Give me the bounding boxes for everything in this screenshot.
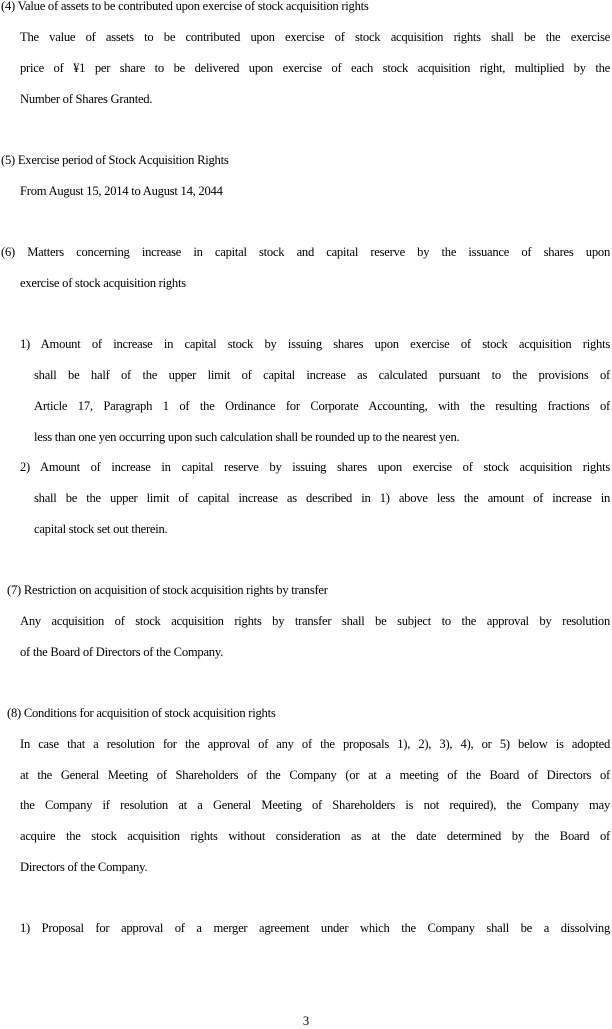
section-8-item-1-line-1: 1) Proposal for approval of a merger agreement under which the Company shall be a dissolving xyxy=(20,921,610,935)
section-6-item-2-line-1: 2) Amount of increase in capital reserve by issuing shares upon exercise of stock acquisition rights xyxy=(20,460,610,474)
section-7-heading: (7) Restriction on acquisition of stock acquisition rights by transfer xyxy=(7,583,328,597)
section-5-line-1: From August 15, 2014 to August 14, 2044 xyxy=(20,184,223,198)
section-4-line-1: The value of assets to be contributed upon exercise of stock acquisition rights shall be the exercise xyxy=(20,30,610,44)
section-6-item-1-line-1: 1) Amount of increase in capital stock by issuing shares upon exercise of stock acquisition rights xyxy=(20,337,610,351)
page-number: 3 xyxy=(302,1014,310,1028)
section-8-line-2: at the General Meeting of Shareholders of the Company (or at a meeting of the Board of Directors of xyxy=(20,768,610,782)
section-8-line-4: acquire the stock acquisition rights without consideration as at the date determined by the Board of xyxy=(20,829,610,843)
section-6-item-1-line-3: Article 17, Paragraph 1 of the Ordinance for Corporate Accounting, with the resulting fractions of xyxy=(34,399,610,413)
section-8-line-1: In case that a resolution for the approval of any of the proposals 1), 2), 3), 4), or 5) below is adopted xyxy=(20,737,610,751)
section-6-item-1-line-4: less than one yen occurring upon such calculation shall be rounded up to the nearest yen. xyxy=(34,430,460,444)
section-4-line-3: Number of Shares Granted. xyxy=(20,92,153,106)
section-6-item-2-line-2: shall be the upper limit of capital increase as described in 1) above less the amount of increase in xyxy=(34,491,610,505)
section-4-heading: (4) Value of assets to be contributed upon exercise of stock acquisition rights xyxy=(1,0,369,13)
section-4-line-2: price of ¥1 per share to be delivered upon exercise of each stock acquisition right, multiplied by the xyxy=(20,61,610,75)
section-6-heading-line-2: exercise of stock acquisition rights xyxy=(20,276,186,290)
section-7-line-2: of the Board of Directors of the Company. xyxy=(20,645,223,659)
section-8-line-3: the Company if resolution at a General Meeting of Shareholders is not required), the Company may xyxy=(20,798,610,812)
section-8-heading: (8) Conditions for acquisition of stock acquisition rights xyxy=(7,706,276,720)
section-6-item-2-line-3: capital stock set out therein. xyxy=(34,522,168,536)
section-5-heading: (5) Exercise period of Stock Acquisition Rights xyxy=(1,153,229,167)
section-6-heading-line-1: (6) Matters concerning increase in capital stock and capital reserve by the issuance of shares upon xyxy=(1,245,610,259)
section-8-line-5: Directors of the Company. xyxy=(20,860,148,874)
section-7-line-1: Any acquisition of stock acquisition rights by transfer shall be subject to the approval by resolution xyxy=(20,614,610,628)
section-6-item-1-line-2: shall be half of the upper limit of capital increase as calculated pursuant to the provisions of xyxy=(34,368,610,382)
